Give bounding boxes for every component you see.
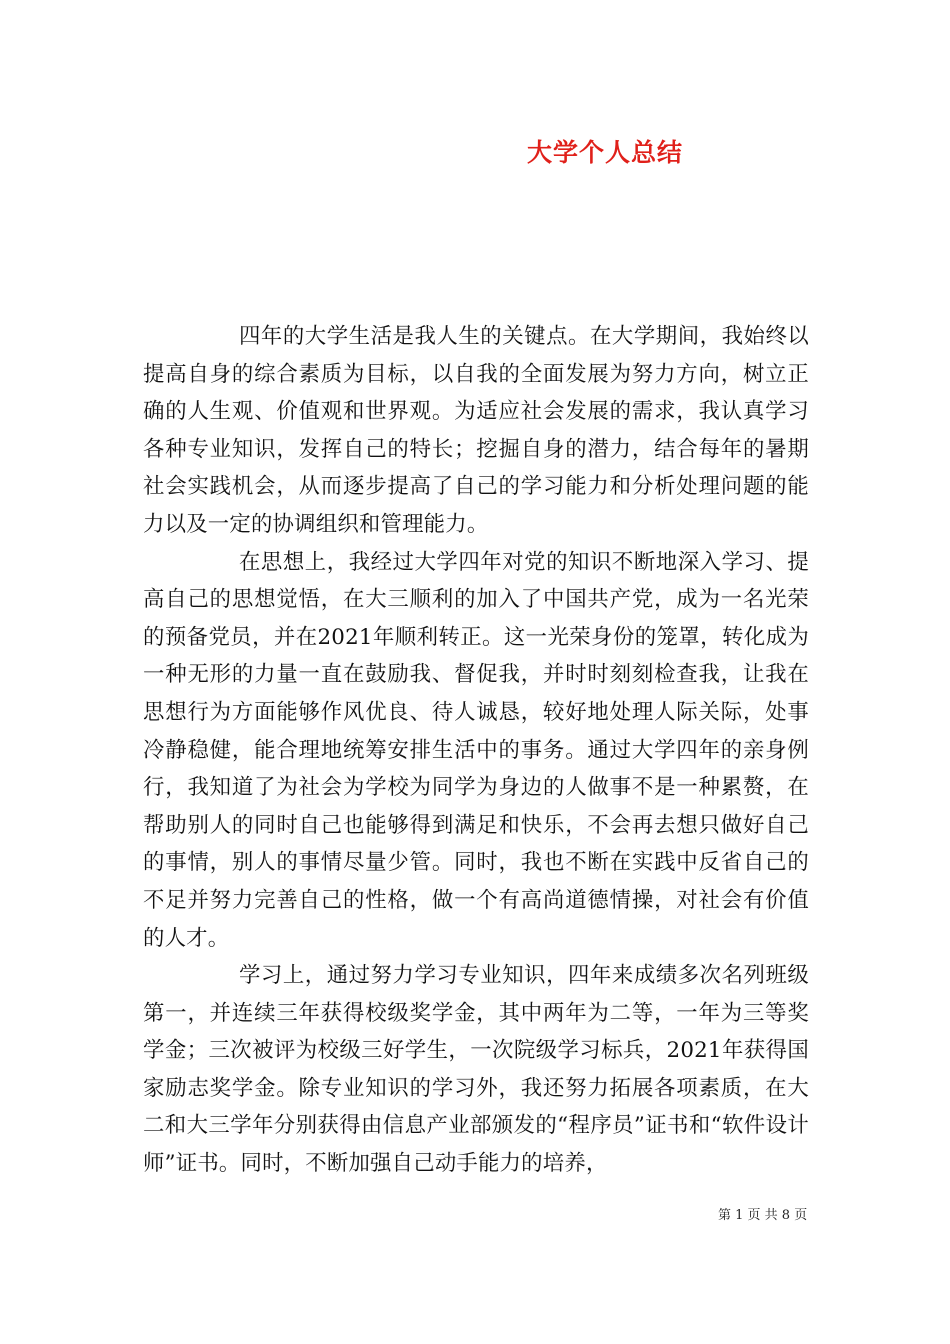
page-number: 第 1 页 共 8 页	[718, 1208, 808, 1223]
paragraph-ideology: 在思想上，我经过大学四年对党的知识不断地深入学习、提高自己的思想觉悟，在大三顺利的加入了中国共产党，成为一名光荣的预备党员，并在2021年顺利转正。这一光荣身份的笼罩，转化成为一种无形的力量一直在鼓励我、督促我，并时时刻刻检查我，让我在思想行为方面能够作风优良、待人诚恳，较好地处理人际关际，处事冷静稳健，能合理地统筹安排生活中的事务。通过大学四年的亲身例行，我知道了为社会为学校为同学为身边的人做事不是一种累赘，在帮助别人的同时自己也能够得到满足和快乐，不会再去想只做好自己的事情，别人的事情尽量少管。同时，我也不断在实践中反省自己的不足并努力完善自己的性格，做一个有高尚道德情操，对社会有价值的人才。	[143, 549, 809, 951]
paragraph-study: 学习上，通过努力学习专业知识，四年来成绩多次名列班级第一，并连续三年获得校级奖学金，其中两年为二等，一年为三等奖学金；三次被评为校级三好学生，一次院级学习标兵，2021年获得国家励志奖学金。除专业知识的学习外，我还努力拓展各项素质，在大二和大三学年分别获得由信息产业部颁发的“程序员”证书和“软件设计师”证书。同时，不断加强自己动手能力的培养，	[143, 963, 809, 1177]
paragraph-intro: 四年的大学生活是我人生的关键点。在大学期间，我始终以提高自身的综合素质为目标，以自我的全面发展为努力方向，树立正确的人生观、价值观和世界观。为适应社会发展的需求，我认真学习各种专业知识，发挥自己的特长；挖掘自身的潜力，结合每年的暑期社会实践机会，从而逐步提高了自己的学习能力和分析处理问题的能力以及一定的协调组织和管理能力。	[143, 324, 809, 537]
document-body	[143, 318, 809, 1183]
document-title: 大学个人总结	[527, 138, 684, 167]
